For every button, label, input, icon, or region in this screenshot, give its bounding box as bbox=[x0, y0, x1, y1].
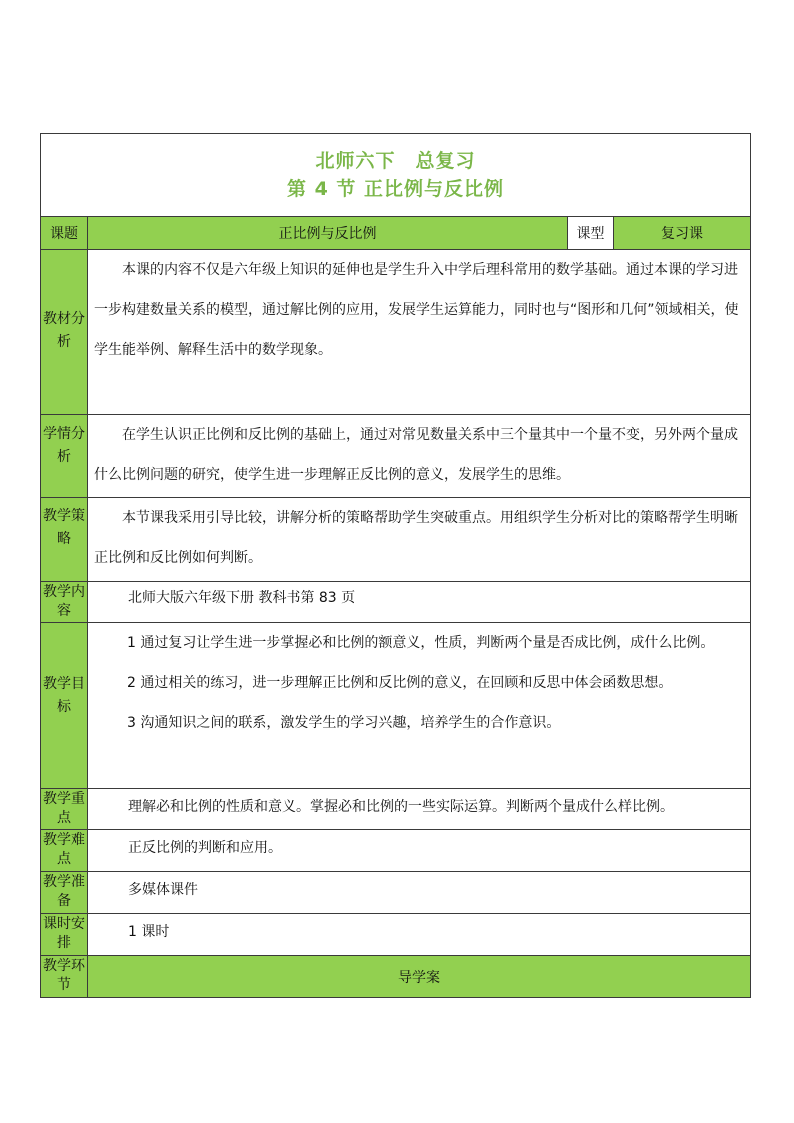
preparation-text: 多媒体课件 bbox=[128, 882, 198, 898]
topic-value: 正比例与反比例 bbox=[88, 217, 568, 250]
stage-row bbox=[41, 956, 751, 998]
difficulties-text: 正反比例的判断和应用。 bbox=[128, 840, 282, 856]
difficulties-label: 教学难点 bbox=[41, 830, 88, 872]
lesson-type-value: 复习课 bbox=[614, 217, 751, 250]
title-row bbox=[41, 134, 751, 217]
student-analysis-label: 学情分析 bbox=[41, 415, 88, 498]
material-analysis-row bbox=[41, 250, 751, 415]
strategy-text: 本节课我采用引导比较，讲解分析的策略帮助学生突破重点。用组织学生分析对比的策略帮学生明晰正比例和反比例如何判断。 bbox=[94, 510, 738, 566]
lesson-type-label: 课型 bbox=[568, 217, 614, 250]
material-analysis-text: 本课的内容不仅是六年级上知识的延伸也是学生升入中学后理科常用的数学基础。通过本课的学习进一步构建数量关系的模型，通过解比例的应用，发展学生运算能力，同时也与“图形和几何”领域相关，使学生能举例、解释生活中的数学现象。 bbox=[94, 262, 739, 358]
student-analysis-row bbox=[41, 415, 751, 498]
goal-item-3: 3 沟通知识之间的联系，激发学生的学习兴趣，培养学生的合作意识。 bbox=[127, 715, 561, 731]
student-analysis-text: 在学生认识正比例和反比例的基础上，通过对常见数量关系中三个量其中一个量不变，另外两个量成什么比例问题的研究，使学生进一步理解正反比例的意义，发展学生的思维。 bbox=[94, 427, 738, 483]
goals-label: 教学目标 bbox=[41, 623, 88, 789]
content-label: 教学内容 bbox=[41, 582, 88, 623]
content-row bbox=[41, 582, 751, 623]
content-cell bbox=[88, 582, 751, 623]
key-points-cell bbox=[88, 789, 751, 830]
title-cell bbox=[41, 134, 751, 217]
stage-label: 教学环节 bbox=[41, 956, 88, 998]
strategy-cell bbox=[88, 498, 751, 582]
goals-row bbox=[41, 623, 751, 789]
lesson-plan-sheet bbox=[40, 133, 750, 1003]
difficulties-row bbox=[41, 830, 751, 872]
lesson-plan-table bbox=[40, 133, 751, 998]
key-points-text: 理解必和比例的性质和意义。掌握必和比例的一些实际运算。判断两个量成什么样比例。 bbox=[128, 799, 674, 815]
topic-label: 课题 bbox=[41, 217, 88, 250]
schedule-text: 1 课时 bbox=[128, 924, 170, 940]
strategy-label: 教学策略 bbox=[41, 498, 88, 582]
stage-value: 导学案 bbox=[88, 956, 751, 998]
section-title: 第 4 节 正比例与反比例 bbox=[286, 178, 505, 200]
goal-item-1: 1 通过复习让学生进一步掌握必和比例的额意义，性质，判断两个量是否成比例，成什么比例。 bbox=[127, 635, 715, 651]
schedule-label: 课时安排 bbox=[41, 914, 88, 956]
difficulties-cell bbox=[88, 830, 751, 872]
goals-cell bbox=[88, 623, 751, 789]
goal-item-2: 2 通过相关的练习，进一步理解正比例和反比例的意义，在回顾和反思中体会函数思想。 bbox=[127, 675, 673, 691]
preparation-row bbox=[41, 872, 751, 914]
material-analysis-label: 教材分析 bbox=[41, 250, 88, 415]
key-points-label: 教学重点 bbox=[41, 789, 88, 830]
strategy-row bbox=[41, 498, 751, 582]
content-text: 北师大版六年级下册 教科书第 83 页 bbox=[128, 590, 356, 606]
schedule-cell bbox=[88, 914, 751, 956]
course-title: 北师六下 总复习 bbox=[315, 150, 476, 172]
student-analysis-cell bbox=[88, 415, 751, 498]
schedule-row bbox=[41, 914, 751, 956]
material-analysis-cell bbox=[88, 250, 751, 415]
topic-row bbox=[41, 217, 751, 250]
preparation-label: 教学准备 bbox=[41, 872, 88, 914]
preparation-cell bbox=[88, 872, 751, 914]
key-points-row bbox=[41, 789, 751, 830]
